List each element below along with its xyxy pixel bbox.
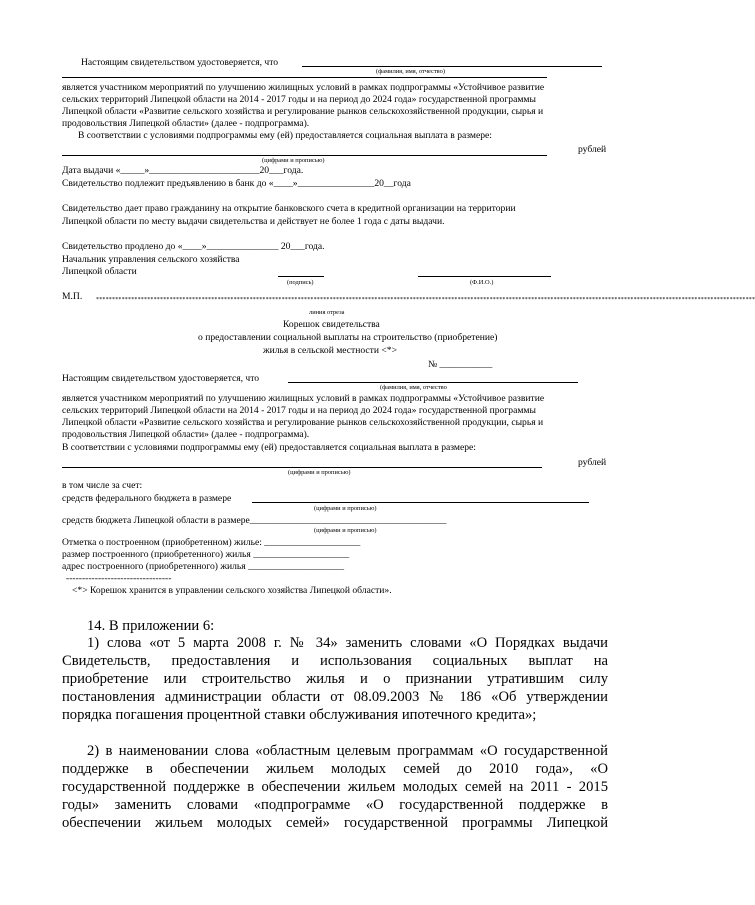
stub-title-2: о предоставлении социальной выплаты на строительство (приобретение) bbox=[198, 332, 498, 343]
p2-line-5: обеспечении жильем молодых семей» государственной программы Липецкой bbox=[62, 815, 608, 831]
head-title-2: Липецкой области bbox=[62, 266, 137, 277]
stub-including: в том числе за счет: bbox=[62, 480, 143, 491]
stub-payment-line: В соответствии с условиями подпрограммы ему (ей) предоставляется социальная выплата в размере: bbox=[62, 442, 476, 453]
participant-line-3: Липецкой области «Развитие сельского хозяйства и регулирование рынков сельскохозяйственной продукции, сырья и bbox=[62, 106, 544, 117]
fio-short-underline bbox=[418, 276, 551, 277]
stub-amount-caption: (цифрами и прописью) bbox=[288, 469, 351, 476]
participant-line-4: продовольствия Липецкой области» (далее - подпрограмма). bbox=[62, 118, 310, 129]
stub-footnote: <*> Корешок хранится в управлении сельского хозяйства Липецкой области». bbox=[72, 585, 392, 596]
signature-underline bbox=[278, 276, 324, 277]
extended-date: Свидетельство продлено до «____»_______________ 20___года. bbox=[62, 241, 325, 252]
cut-line-caption: линия отреза bbox=[309, 309, 345, 316]
stub-size: размер построенного (приобретенного) жилья ____________________ bbox=[62, 549, 350, 560]
stub-intro: Настоящим свидетельством удостоверяется, что bbox=[62, 373, 260, 384]
item-14-heading: 14. В приложении 6: bbox=[87, 618, 215, 634]
stamp-label: М.П. bbox=[62, 291, 83, 302]
fio-underline-2 bbox=[62, 77, 547, 78]
account-line-1: Свидетельство дает право гражданину на открытие банковского счета в кредитной организации на территории bbox=[62, 203, 516, 214]
fio-underline bbox=[302, 66, 602, 67]
amount-caption: (цифрами и прописью) bbox=[262, 157, 325, 164]
p1-line-2: Свидетельств, предоставления и использования социальных выплат на bbox=[62, 653, 608, 669]
bank-deadline: Свидетельство подлежит предъявлению в банк до «____»________________20__года bbox=[62, 178, 411, 189]
rubles-label: рублей bbox=[578, 144, 607, 155]
stub-title-3: жилья в сельской местности <*> bbox=[263, 345, 398, 356]
p1-line-4: постановления администрации области от 08.09.2003 № 186 «Об утверждении bbox=[62, 689, 608, 705]
p2-line-2: поддержке в обеспечении жильем молодых семей до 2010 года», «О bbox=[62, 761, 608, 777]
stub-title-1: Корешок свидетельства bbox=[283, 319, 380, 330]
p2-line-1: 2) в наименовании слова «областным целевым программам «О государственной bbox=[87, 743, 608, 759]
p1-line-1: 1) слова «от 5 марта 2008 г. № 34» заменить словами «О Порядках выдачи bbox=[87, 635, 608, 651]
amount-underline bbox=[62, 155, 547, 156]
head-title-1: Начальник управления сельского хозяйства bbox=[62, 254, 240, 265]
stub-number: № ___________ bbox=[428, 359, 493, 370]
stub-federal: средств федерального бюджета в размере bbox=[62, 493, 232, 504]
stub-fio-caption: (фамилия, имя, отчество bbox=[380, 384, 447, 391]
stub-amount-underline bbox=[62, 467, 542, 468]
certificate-intro: Настоящим свидетельством удостоверяется, что bbox=[81, 57, 279, 68]
p2-line-3: государственной поддержке в обеспечении жильем молодых семей на 2011 - 2015 bbox=[62, 779, 608, 795]
account-line-2: Липецкой области по месту выдачи свидетельства и действует не более 1 года с даты выдачи. bbox=[62, 216, 445, 227]
stub-fio-underline bbox=[288, 382, 578, 383]
fio-caption: (фамилия, имя, отчество) bbox=[376, 68, 445, 75]
p2-line-4: годы» заменить словами «подпрограмме «О государственной поддержке в bbox=[62, 797, 608, 813]
participant-line-1: является участником мероприятий по улучшению жилищных условий в рамках подпрограммы «Устойчивое развитие bbox=[62, 82, 545, 93]
stub-participant-line-1: является участником мероприятий по улучшению жилищных условий в рамках подпрограммы «Устойчивое развитие bbox=[62, 393, 545, 404]
federal-underline bbox=[252, 502, 589, 503]
payment-line: В соответствии с условиями подпрограммы ему (ей) предоставляется социальная выплата в размере: bbox=[78, 130, 492, 141]
stub-address: адрес построенного (приобретенного) жилья ____________________ bbox=[62, 561, 345, 572]
p1-line-3: приобретение или строительство жилья и о признании утратившим силу bbox=[62, 671, 608, 687]
stub-mark: Отметка о построенном (приобретенном) жилье: ____________________ bbox=[62, 537, 361, 548]
issue-date: Дата выдачи «_____»_______________________20___года. bbox=[62, 165, 304, 176]
regional-caption: (цифрами и прописью) bbox=[314, 527, 377, 534]
p1-line-5: порядка погашения процентной ставки обслуживания ипотечного кредита»; bbox=[62, 707, 537, 723]
federal-caption: (цифрами и прописью) bbox=[314, 505, 377, 512]
stub-participant-line-2: сельских территорий Липецкой области на 2014 - 2017 годы и на период до 2024 года» государственной программы bbox=[62, 405, 536, 416]
signature-caption: (подпись) bbox=[287, 279, 314, 286]
stub-rubles-label: рублей bbox=[578, 457, 607, 468]
stub-participant-line-4: продовольствия Липецкой области» (далее - подпрограмма). bbox=[62, 429, 310, 440]
cut-line-stars: ************************************************************************************************************************************************************************************************************** bbox=[96, 297, 755, 303]
stub-participant-line-3: Липецкой области «Развитие сельского хозяйства и регулирование рынков сельскохозяйственной продукции, сырья и bbox=[62, 417, 544, 428]
fio-short-caption: (Ф.И.О.) bbox=[470, 279, 494, 286]
participant-line-2: сельских территорий Липецкой области на 2014 - 2017 годы и на период до 2024 года» государственной программы bbox=[62, 94, 536, 105]
stub-regional: средств бюджета Липецкой области в размере_________________________________________ bbox=[62, 515, 447, 526]
footnote-separator: --------------------------------- bbox=[66, 573, 172, 584]
